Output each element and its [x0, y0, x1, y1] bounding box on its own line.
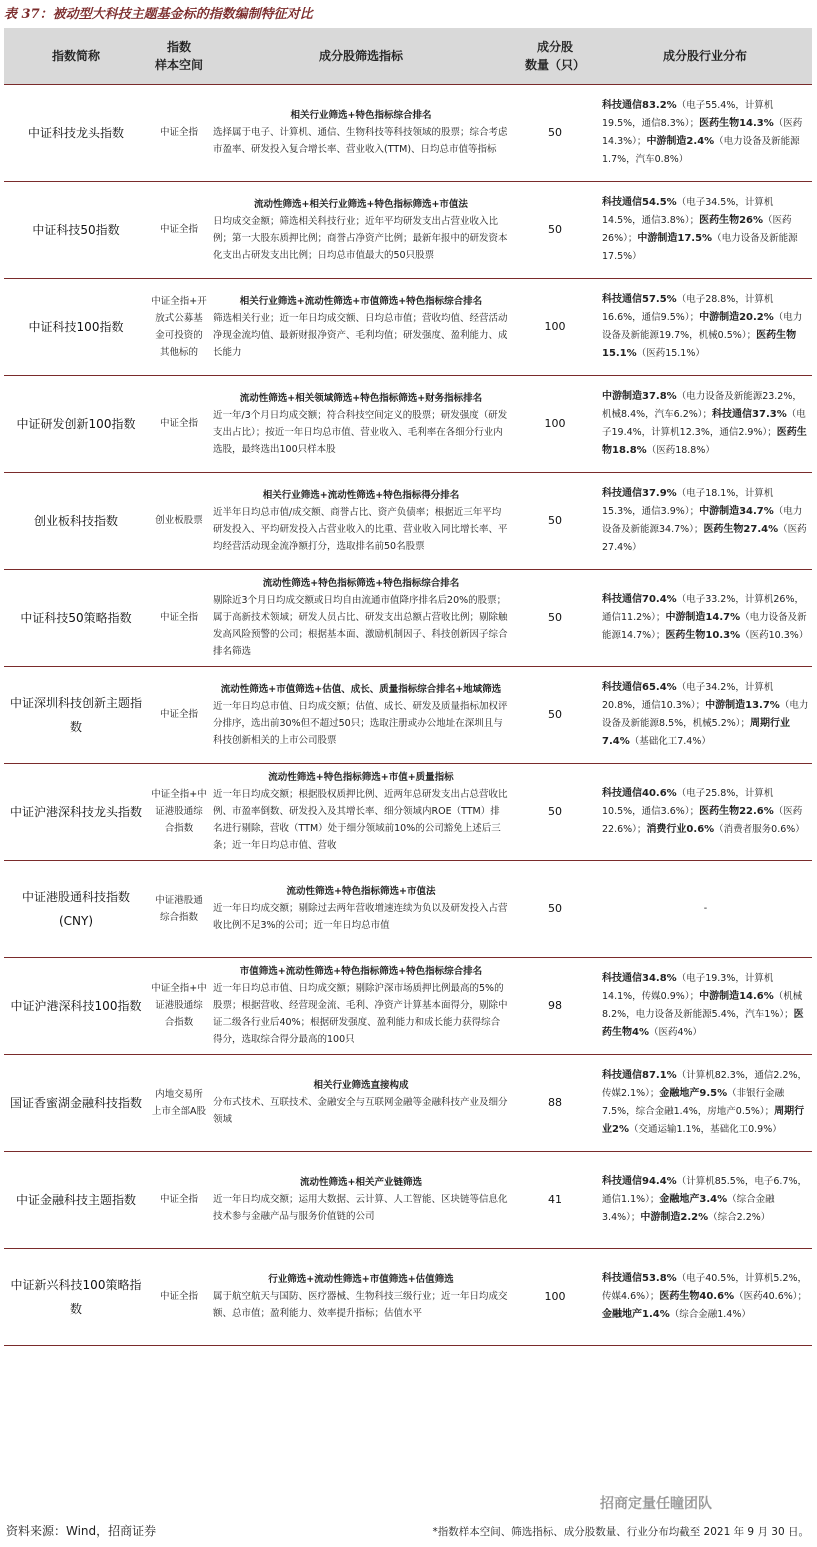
industry-sector-detail: （医药15.1%） — [636, 347, 705, 359]
constituent-count-cell: 50 — [512, 84, 598, 181]
industry-distribution-cell — [598, 1151, 812, 1248]
industry-distribution-cell — [598, 181, 812, 278]
criteria-cell — [210, 666, 512, 763]
sample-space-cell: 中证全指 — [148, 1248, 210, 1345]
industry-distribution-cell — [598, 1248, 812, 1345]
industry-sector-detail: （电力设备及新能源8.5%，机械5.2%）； — [602, 699, 809, 729]
criteria-cell — [210, 278, 512, 375]
industry-sector-total: 中游制造17.5% — [637, 232, 713, 244]
industry-sector-total: 中游制造37.8% — [602, 390, 677, 402]
industry-sector-total: 医药生物4% — [602, 1008, 804, 1038]
industry-sector-detail: （医药18.8%） — [646, 444, 715, 456]
industry-sector-total: 科技通信65.4% — [602, 681, 677, 693]
header-count — [512, 28, 598, 84]
watermark: 招商定量任瞳团队 — [600, 1496, 712, 1512]
industry-sector-total: 中游制造14.6% — [699, 990, 774, 1002]
table-row — [4, 1248, 812, 1345]
industry-sector-total: 科技通信37.3% — [712, 408, 787, 420]
industry-sector-detail: （医药4%） — [648, 1026, 703, 1038]
criteria-summary: 市值筛选+流动性筛选+特色指标筛选+特色指标综合排名 — [239, 966, 483, 977]
industry-sector-detail: （电子18.1%，计算机15.3%，通信3.9%）； — [602, 487, 774, 517]
source-note: 资料来源：Wind，招商证券 — [6, 1524, 157, 1538]
table-row — [4, 181, 812, 278]
criteria-cell — [210, 957, 512, 1054]
table-row — [4, 278, 812, 375]
industry-sector-detail: （电子55.4%，计算机19.5%，通信8.3%）； — [602, 99, 774, 129]
industry-sector-detail: （机械8.2%，电力设备及新能源5.4%，汽车1%）； — [602, 990, 803, 1020]
industry-sector-total: 科技通信53.8% — [602, 1272, 677, 1284]
criteria-summary: 流动性筛选+相关领域筛选+特色指标筛选+财务指标排名 — [239, 392, 483, 404]
constituent-count-cell: 50 — [512, 181, 598, 278]
criteria-detail: 属于航空航天与国防、医疗器械、生物科技三级行业；近一年日均成交额、总市值；盈利能力、效率提升指标；估值水平 — [213, 1291, 508, 1319]
industry-sector-detail: （电力设备及新能源23.2%，机械8.4%，汽车6.2%）； — [602, 390, 802, 420]
industry-sector-total: 科技通信57.5% — [602, 293, 677, 305]
index-name-cell: 中证港股通科技指数(CNY) — [4, 860, 148, 957]
industry-distribution-cell — [598, 84, 812, 181]
constituent-count-cell: 41 — [512, 1151, 598, 1248]
criteria-summary: 相关行业筛选+特色指标综合排名 — [290, 110, 432, 121]
industry-sector-total: 科技通信37.9% — [602, 487, 677, 499]
index-name-cell: 中证新兴科技100策略指数 — [4, 1248, 148, 1345]
criteria-cell — [210, 860, 512, 957]
industry-sector-detail: （计算机82.3%，通信2.2%，传媒2.1%）； — [602, 1069, 808, 1099]
industry-distribution-cell — [598, 472, 812, 569]
header-count-line2: 数量（只） — [524, 57, 585, 72]
table-title: 表 37：被动型大科技主题基金标的指数编制特征对比 — [4, 7, 313, 22]
industry-sector-total: 医药生物22.6% — [699, 805, 774, 817]
header-space-line1: 指数 — [166, 39, 191, 54]
industry-distribution-cell — [598, 1054, 812, 1151]
industry-sector-total: 科技通信54.5% — [602, 196, 677, 208]
industry-sector-total: 中游制造14.7% — [665, 611, 741, 623]
industry-distribution-cell — [598, 860, 812, 957]
industry-sector-detail: （电力设备及新能源19.7%，机械0.5%）； — [602, 311, 803, 341]
industry-distribution-cell — [598, 763, 812, 860]
header-dist: 成分股行业分布 — [598, 28, 812, 84]
criteria-summary: 行业筛选+流动性筛选+市值筛选+估值筛选 — [268, 1274, 454, 1285]
industry-sector-detail: （消费者服务0.6%） — [714, 823, 805, 835]
industry-sector-total: 医药生物10.3% — [665, 629, 741, 641]
sample-space-cell: 中证全指+中证港股通综合指数 — [148, 957, 210, 1054]
industry-sector-detail: （医药10.3%） — [740, 629, 809, 641]
sample-space-cell: 内地交易所上市全部A股 — [148, 1054, 210, 1151]
criteria-detail: 分布式技术、互联技术、金融安全与互联网金融等金融科技产业及细分领域 — [213, 1097, 508, 1125]
criteria-summary: 流动性筛选+相关行业筛选+特色指标筛选+市值法 — [254, 198, 468, 210]
industry-sector-detail: （电力设备及新能源34.7%）； — [602, 505, 803, 535]
industry-sector-total: 医药生物26% — [699, 214, 764, 226]
table-row — [4, 569, 812, 666]
table-header-row — [4, 28, 812, 84]
industry-distribution-cell — [598, 569, 812, 666]
industry-sector-total: 中游制造20.2% — [699, 311, 774, 323]
industry-sector-total: 医药生物15.1% — [602, 329, 797, 359]
industry-sector-detail: （电子19.3%，计算机14.1%，传媒0.9%）； — [602, 972, 774, 1002]
industry-sector-detail: （电子34.2%，计算机20.8%，通信10.3%）； — [602, 681, 774, 711]
criteria-cell — [210, 1151, 512, 1248]
industry-sector-detail: （计算机85.5%，电子6.7%，通信1.1%）； — [602, 1175, 808, 1205]
index-name-cell: 中证深圳科技创新主题指数 — [4, 666, 148, 763]
criteria-detail: 近一年日均成交额；运用大数据、云计算、人工智能、区块链等信息化技术参与金融产品与服务价值链的公司 — [213, 1194, 508, 1222]
criteria-detail: 选择属于电子、计算机、通信、生物科技等科技领域的股票；综合考虑市盈率、研发投入复合增长率、营业收入(TTM)、日均总市值等指标 — [213, 127, 508, 155]
index-name-cell: 中证沪港深科技100指数 — [4, 957, 148, 1054]
table-row — [4, 763, 812, 860]
table-row — [4, 957, 812, 1054]
criteria-summary: 相关行业筛选+流动性筛选+市值筛选+特色指标综合排名 — [239, 295, 483, 307]
industry-sector-detail: （电力设备及新能源14.7%）； — [602, 611, 807, 641]
table-row — [4, 860, 812, 957]
criteria-summary: 相关行业筛选+流动性筛选+特色指标得分排名 — [262, 489, 460, 501]
industry-sector-total: 科技通信83.2% — [602, 99, 677, 111]
criteria-cell — [210, 472, 512, 569]
industry-sector-detail: （电力设备及新能源1.7%，汽车0.8%） — [602, 135, 800, 165]
industry-sector-detail: （综合2.2%） — [708, 1211, 771, 1223]
industry-sector-detail: （医药27.4%） — [602, 523, 807, 553]
sample-space-cell: 中证全指+中证港股通综合指数 — [148, 763, 210, 860]
table-row — [4, 1151, 812, 1248]
constituent-count-cell: 98 — [512, 957, 598, 1054]
index-comparison-table — [4, 28, 812, 1346]
criteria-cell — [210, 84, 512, 181]
criteria-detail: 近一年/3个月日均成交额；符合科技空间定义的股票；研发强度（研发支出占比）；按近一年日均总市值、营业收入、毛利率在各细分行业内选股，最终选出100只样本股 — [213, 409, 508, 455]
industry-distribution-cell — [598, 375, 812, 472]
industry-sector-total: 中游制造2.2% — [640, 1211, 709, 1223]
index-name-cell: 中证科技50策略指数 — [4, 569, 148, 666]
industry-sector-detail: （基础化工7.4%） — [629, 735, 711, 747]
index-name-cell: 中证沪港深科技龙头指数 — [4, 763, 148, 860]
header-criteria: 成分股筛选指标 — [210, 28, 512, 84]
criteria-cell — [210, 763, 512, 860]
footnote: *指数样本空间、筛选指标、成分股数量、行业分布均截至 2021 年 9 月 30 日。 — [432, 1526, 809, 1538]
industry-sector-detail: （医药40.6%）； — [734, 1290, 808, 1302]
industry-sector-detail: （综合金融1.4%） — [669, 1308, 751, 1320]
constituent-count-cell: 100 — [512, 375, 598, 472]
industry-sector-total: 中游制造13.7% — [705, 699, 780, 711]
header-count-line1: 成分股 — [536, 39, 573, 54]
index-name-cell: 中证科技龙头指数 — [4, 84, 148, 181]
industry-sector-detail: （电子34.5%，计算机14.5%，通信3.8%）； — [602, 196, 774, 226]
industry-sector-total: 中游制造34.7% — [699, 505, 774, 517]
industry-sector-detail: （交通运输1.1%，基础化工0.9%） — [628, 1123, 782, 1135]
constituent-count-cell: 100 — [512, 278, 598, 375]
header-name: 指数简称 — [4, 28, 148, 84]
criteria-summary: 流动性筛选+相关产业链筛选 — [300, 1177, 422, 1188]
sample-space-cell: 中证全指 — [148, 569, 210, 666]
criteria-detail: 日均成交金额；筛选相关科技行业；近年平均研发支出占营业收入比例；第一大股东质押比例；商誉占净资产比例；最新年报中的研发资本化支出占研发支出比例；日均总市值最大的50只股票 — [213, 215, 508, 261]
industry-sector-total: 医药生物40.6% — [659, 1290, 735, 1302]
criteria-detail: 近半年日均总市值/成交额、商誉占比、资产负债率；根据近三年平均研发投入、平均研发投入占营业收入的比重、营业收入同比增长率、平均经营活动现金流净额打分，选取排名前50名股票 — [213, 506, 508, 552]
index-name-cell: 创业板科技指数 — [4, 472, 148, 569]
criteria-cell — [210, 569, 512, 666]
index-name-cell: 中证金融科技主题指数 — [4, 1151, 148, 1248]
constituent-count-cell: 100 — [512, 1248, 598, 1345]
industry-sector-total: 中游制造2.4% — [646, 135, 715, 147]
constituent-count-cell: 50 — [512, 666, 598, 763]
industry-sector-detail: （医药26%）； — [602, 214, 792, 244]
industry-sector-total: 科技通信94.4% — [602, 1175, 677, 1187]
sample-space-cell: 中证全指 — [148, 1151, 210, 1248]
industry-sector-total: 金融地产9.5% — [659, 1087, 728, 1099]
index-name-cell: 中证研发创新100指数 — [4, 375, 148, 472]
criteria-detail: 近一年日均总市值、日均成交额；剔除沪深市场质押比例最高的5%的股票；根据营收、经营现金流、毛利、净资产计算基本面得分，剔除中证二级各行业后40%；根据研发强度、盈利能力和成长能力获得综合得分，选取综合得分最高的100只 — [213, 983, 508, 1045]
industry-sector-total: 金融地产1.4% — [602, 1308, 670, 1320]
constituent-count-cell: 50 — [512, 763, 598, 860]
table-row — [4, 1054, 812, 1151]
table-row — [4, 84, 812, 181]
criteria-summary: 相关行业筛选直接构成 — [313, 1080, 409, 1091]
header-space — [148, 28, 210, 84]
index-name-cell: 中证科技50指数 — [4, 181, 148, 278]
industry-sector-detail: （电子19.4%，计算机12.3%，通信2.9%）； — [602, 408, 806, 438]
constituent-count-cell: 50 — [512, 472, 598, 569]
industry-sector-total: 科技通信40.6% — [602, 787, 677, 799]
industry-sector-total: 科技通信87.1% — [602, 1069, 677, 1081]
criteria-summary: 流动性筛选+市值筛选+估值、成长、质量指标综合排名+地域筛选 — [220, 683, 502, 695]
criteria-summary: 流动性筛选+特色指标筛选+特色指标综合排名 — [262, 578, 460, 589]
industry-sector-total: 金融地产3.4% — [659, 1193, 728, 1205]
constituent-count-cell: 88 — [512, 1054, 598, 1151]
table-row — [4, 666, 812, 763]
sample-space-cell: 创业板股票 — [148, 472, 210, 569]
criteria-detail: 筛选相关行业；近一年日均成交额、日均总市值；营收均值、经营活动净现金流均值、最新财报净资产、毛利均值；研发强度、盈利能力、成长能力 — [213, 312, 508, 358]
industry-sector-detail: - — [703, 902, 708, 914]
industry-sector-total: 医药生物27.4% — [703, 523, 779, 535]
constituent-count-cell: 50 — [512, 569, 598, 666]
constituent-count-cell: 50 — [512, 860, 598, 957]
industry-distribution-cell — [598, 278, 812, 375]
industry-sector-detail: （医药22.6%）； — [602, 805, 803, 835]
industry-sector-total: 周期行业7.4% — [602, 717, 791, 747]
criteria-detail: 剔除近3个月日均成交额或日均自由流通市值降序排名后20%的股票；属于高新技术领域；研发人员占比、研发支出总额占营收比例；剔除触发高风险预警的公司；根据基本面、激励机制因子、科技创新因子综合排名筛选 — [213, 595, 508, 657]
criteria-detail: 近一年日均总市值、日均成交额；估值、成长、研发及质量指标加权评分排序，选出前30%但不超过50只；选取注册或办公地址在深圳且与科技创新相关的上市公司股票 — [213, 700, 508, 746]
industry-sector-total: 医药生物18.8% — [602, 426, 807, 456]
sample-space-cell: 中证全指+开放式公募基金可投资的其他标的 — [148, 278, 210, 375]
sample-space-cell: 中证全指 — [148, 181, 210, 278]
sample-space-cell: 中证港股通综合指数 — [148, 860, 210, 957]
criteria-summary: 流动性筛选+特色指标筛选+市值+质量指标 — [268, 772, 454, 783]
criteria-cell — [210, 1248, 512, 1345]
industry-sector-total: 周期行业2% — [602, 1105, 805, 1135]
industry-sector-total: 消费行业0.6% — [646, 823, 715, 835]
sample-space-cell: 中证全指 — [148, 666, 210, 763]
criteria-cell — [210, 375, 512, 472]
industry-sector-total: 医药生物14.3% — [699, 117, 774, 129]
table-body — [4, 84, 812, 1345]
industry-sector-total: 科技通信34.8% — [602, 972, 677, 984]
header-space-line2: 样本空间 — [154, 57, 203, 72]
industry-distribution-cell — [598, 957, 812, 1054]
sample-space-cell: 中证全指 — [148, 84, 210, 181]
criteria-cell — [210, 1054, 512, 1151]
industry-sector-detail: （综合金融3.4%）； — [602, 1193, 775, 1223]
criteria-detail: 近一年日均成交额；根据股权质押比例、近两年总研发支出占总营收比例、市盈率倒数、研发投入及其增长率、细分领域内ROE（TTM）排名进行剔除，营收（TTM）处于细分领域前10%的公司豁免上述后三条；近一年日均总市值、营收 — [213, 789, 508, 851]
industry-sector-detail: （医药14.3%）； — [602, 117, 803, 147]
industry-sector-detail: （电子40.5%，计算机5.2%，传媒4.6%）； — [602, 1272, 808, 1302]
criteria-summary: 流动性筛选+特色指标筛选+市值法 — [286, 886, 436, 897]
industry-sector-detail: （电子25.8%，计算机10.5%，通信3.6%）； — [602, 787, 774, 817]
industry-sector-detail: （电子33.2%，计算机26%，通信11.2%）； — [602, 593, 804, 623]
industry-sector-detail: （电力设备及新能源17.5%） — [602, 232, 798, 262]
table-row — [4, 375, 812, 472]
industry-sector-detail: （电子28.8%，计算机16.6%，通信9.5%）； — [602, 293, 774, 323]
sample-space-cell: 中证全指 — [148, 375, 210, 472]
criteria-cell — [210, 181, 512, 278]
industry-sector-detail: （非银行金融7.5%，综合金融1.4%，房地产0.5%）； — [602, 1087, 785, 1117]
industry-sector-total: 科技通信70.4% — [602, 593, 677, 605]
criteria-detail: 近一年日均成交额；剔除过去两年营收增速连续为负以及研发投入占营收比例不足3%的公司；近一年日均总市值 — [213, 903, 508, 931]
index-name-cell: 中证科技100指数 — [4, 278, 148, 375]
table-row — [4, 472, 812, 569]
index-name-cell: 国证香蜜湖金融科技指数 — [4, 1054, 148, 1151]
industry-distribution-cell — [598, 666, 812, 763]
